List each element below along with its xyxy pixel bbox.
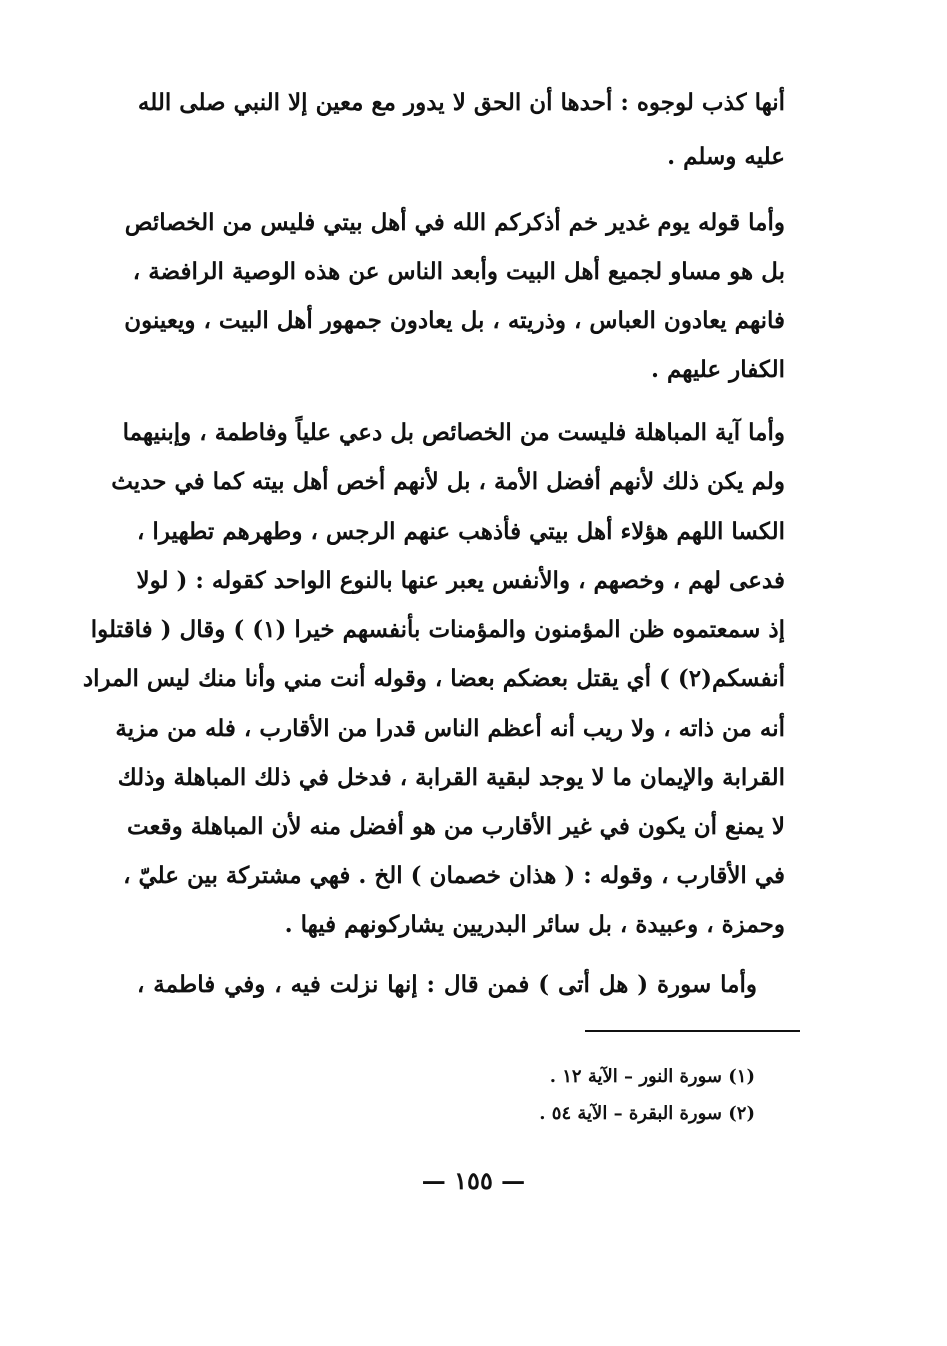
- body-line-10: فدعى لهم ، وخصهم ، والأنفس يعبر عنها بالنوع الواحد كقوله : ( لولا: [136, 567, 785, 594]
- body-line-11: إذ سمعتموه ظن المؤمنون والمؤمنات بأنفسهم خيرا (١) ) وقال ( فاقتلوا: [90, 616, 785, 643]
- body-line-12: أنفسكم(٢) ) أي يقتل بعضكم بعضا ، وقوله أنت مني وأنا منك ليس المراد: [82, 665, 785, 692]
- body-line-13: أنه من ذاته ، ولا ريب أنه أعظم الناس قدرا من الأقارب ، فله من مزية: [115, 715, 785, 742]
- footnote-divider: [585, 1030, 800, 1032]
- body-line-17: وحمزة ، وعبيدة ، بل سائر البدريين يشاركونهم فيها .: [284, 911, 785, 938]
- body-line-6: الكفار عليهم .: [650, 356, 785, 383]
- page-number: — ١٥٥ —: [421, 1166, 526, 1195]
- body-line-7: وأما آية المباهلة فليست من الخصائص بل دعي علياً وفاطمة ، وإبنيهما: [122, 419, 785, 446]
- body-line-3: وأما قوله يوم غدير خم أذكركم الله في أهل بيتي فليس من الخصائص: [124, 209, 785, 236]
- footnote-1: (١) سورة النور – الآية ١٢ .: [549, 1066, 755, 1087]
- body-line-16: في الأقارب ، وقوله : ( هذان خصمان ) الخ . فهي مشتركة بين عليّ ،: [123, 862, 785, 889]
- body-line-8: ولم يكن ذلك لأنهم أفضل الأمة ، بل لأنهم أخص أهل بيته كما في حديث: [111, 468, 785, 495]
- body-line-2: عليه وسلم .: [667, 143, 785, 170]
- body-line-1: أنها كذب لوجوه : أحدها أن الحق لا يدور مع معين إلا النبي صلى الله: [137, 89, 785, 116]
- body-line-14: القرابة والإيمان ما لا يوجد لبقية القرابة ، فدخل في ذلك المباهلة وذلك: [117, 764, 785, 791]
- body-line-4: بل هو مساو لجميع أهل البيت وأبعد الناس عن هذه الوصية الرافضة ،: [132, 258, 785, 285]
- body-line-9: الكسا اللهم هؤلاء أهل بيتي فأذهب عنهم الرجس ، وطهرهم تطهيرا ،: [137, 518, 785, 545]
- body-line-18: وأما سورة ( هل أتى ) فمن قال : إنها نزلت فيه ، وفي فاطمة ،: [137, 971, 757, 998]
- body-line-15: لا يمنع أن يكون في غير الأقارب من هو أفضل منه لأن المباهلة وقعت: [126, 813, 785, 840]
- footnote-2: (٢) سورة البقرة – الآية ٥٤ .: [539, 1103, 755, 1124]
- body-line-5: فانهم يعادون العباس ، وذريته ، بل يعادون جمهور أهل البيت ، ويعينون: [124, 307, 785, 334]
